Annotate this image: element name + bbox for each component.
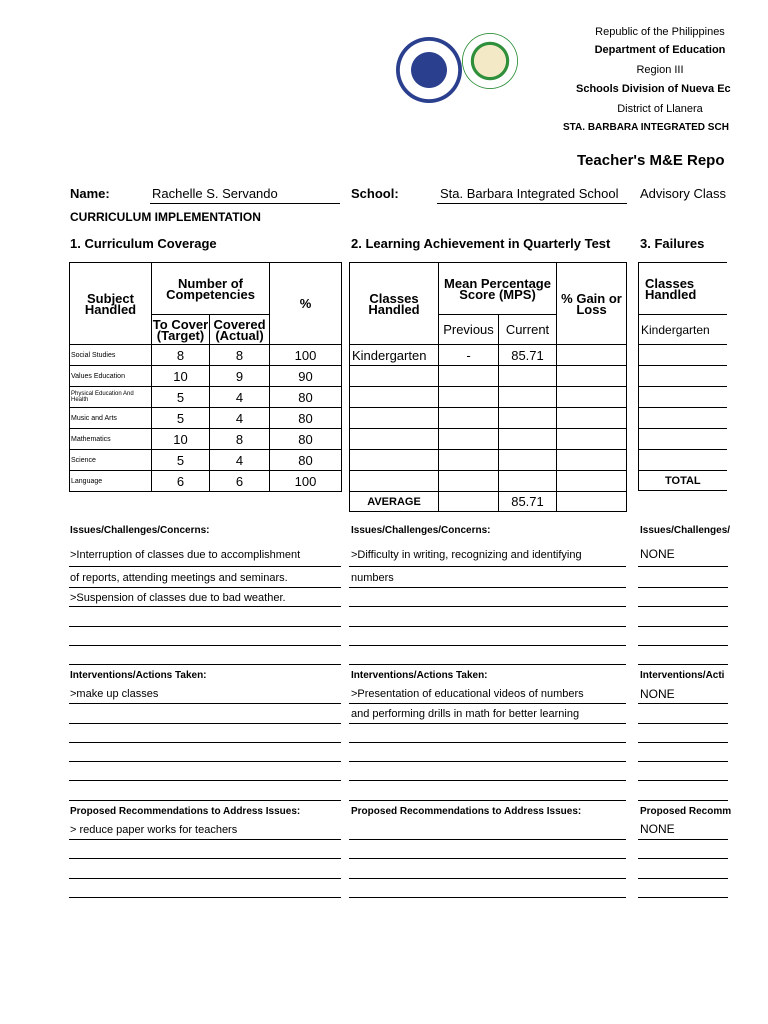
target-cell: 10 <box>152 366 210 387</box>
achievement-table <box>349 262 627 512</box>
table-row <box>639 387 728 408</box>
coverage-header-percent: % <box>270 263 342 345</box>
failures-title: 3. Failures <box>640 236 705 251</box>
previous-cell: - <box>439 345 499 366</box>
school-label: School: <box>351 186 399 201</box>
issues-col3-line1: NONE <box>640 547 675 561</box>
issues-label-col2: Issues/Challenges/Concerns: <box>351 525 491 536</box>
table-row <box>70 366 342 387</box>
achievement-header-mps: Mean Percentage Score (MPS) <box>439 263 557 315</box>
header-department: Department of Education <box>594 44 726 56</box>
issues-col1-line2: of reports, attending meetings and seminars. <box>70 572 288 584</box>
table-row <box>350 387 627 408</box>
section-title: CURRICULUM IMPLEMENTATION <box>70 210 261 224</box>
average-row <box>350 492 627 512</box>
table-row <box>70 345 342 366</box>
subject-cell: Language <box>70 471 152 492</box>
interventions-label-col3: Interventions/Acti <box>640 670 725 681</box>
header-district: District of Llanera <box>617 103 703 115</box>
target-cell: 5 <box>152 450 210 471</box>
failures-header-classes: Classes Handled <box>639 263 728 315</box>
actual-cell: 9 <box>210 366 270 387</box>
subject-cell: Social Studies <box>70 345 152 366</box>
target-cell: 8 <box>152 345 210 366</box>
interventions-col1-line1: >make up classes <box>70 688 159 700</box>
interventions-col3-line1: NONE <box>640 687 675 701</box>
achievement-header-current: Current <box>499 315 557 345</box>
actual-cell: 4 <box>210 450 270 471</box>
table-row <box>70 450 342 471</box>
table-row <box>350 408 627 429</box>
interventions-label-col2: Interventions/Actions Taken: <box>351 670 488 681</box>
recommendations-col1-line1: > reduce paper works for teachers <box>70 824 238 836</box>
current-cell: 85.71 <box>499 345 557 366</box>
interventions-col2-line2: and performing drills in math for better learning <box>351 708 580 720</box>
actual-cell: 6 <box>210 471 270 492</box>
interventions-label-col1: Interventions/Actions Taken: <box>70 670 207 681</box>
table-row <box>639 345 728 366</box>
table-row <box>70 471 342 492</box>
total-row <box>639 471 728 491</box>
failures-table <box>638 262 727 491</box>
table-row <box>350 450 627 471</box>
total-label: TOTAL <box>639 471 728 491</box>
failures-class-cell: Kindergarten <box>639 315 728 345</box>
coverage-table <box>69 262 342 492</box>
coverage-header-actual: Covered (Actual) <box>210 315 270 345</box>
subject-cell: Music and Arts <box>70 408 152 429</box>
table-row <box>350 429 627 450</box>
average-current: 85.71 <box>499 492 557 512</box>
name-underline <box>150 203 340 204</box>
table-row <box>639 408 728 429</box>
advisory-label: Advisory Class <box>640 186 726 201</box>
header-division: Schools Division of Nueva Ec <box>576 83 731 95</box>
recommendations-col3-line1: NONE <box>640 822 675 836</box>
achievement-header-previous: Previous <box>439 315 499 345</box>
table-row <box>350 345 627 366</box>
header-school: STA. BARBARA INTEGRATED SCH <box>563 122 729 133</box>
actual-cell: 4 <box>210 387 270 408</box>
percent-cell: 90 <box>270 366 342 387</box>
table-row <box>639 450 728 471</box>
table-row <box>70 387 342 408</box>
division-seal-logo <box>462 33 518 89</box>
achievement-header-classes: Classes Handled <box>350 263 439 345</box>
table-row <box>350 366 627 387</box>
subject-cell: Values Education <box>70 366 152 387</box>
percent-cell: 80 <box>270 387 342 408</box>
table-row <box>639 366 728 387</box>
report-title: Teacher's M&E Repo <box>577 152 725 169</box>
class-cell: Kindergarten <box>350 345 439 366</box>
achievement-header-gain: % Gain or Loss <box>557 263 627 345</box>
table-row <box>70 429 342 450</box>
name-label: Name: <box>70 186 110 201</box>
coverage-header-subject: Subject Handled <box>70 263 152 345</box>
deped-seal-logo <box>396 37 462 103</box>
failures-table-clip <box>638 262 727 492</box>
subject-cell: Mathematics <box>70 429 152 450</box>
school-value: Sta. Barbara Integrated School <box>440 186 619 201</box>
header-region: Region III <box>636 64 684 76</box>
issues-col2-line1: >Difficulty in writing, recognizing and identifying <box>351 549 582 561</box>
issues-col1-line3: >Suspension of classes due to bad weather. <box>70 592 286 604</box>
issues-label-col1: Issues/Challenges/Concerns: <box>70 525 210 536</box>
table-row <box>639 429 728 450</box>
recommendations-label-col2: Proposed Recommendations to Address Issues: <box>351 806 582 817</box>
percent-cell: 80 <box>270 450 342 471</box>
interventions-col2-line1: >Presentation of educational videos of numbers <box>351 688 584 700</box>
actual-cell: 8 <box>210 345 270 366</box>
actual-cell: 8 <box>210 429 270 450</box>
issues-col1-line1: >Interruption of classes due to accomplishment <box>70 549 301 561</box>
table-row <box>350 471 627 492</box>
issues-col2-line2: numbers <box>351 572 394 584</box>
target-cell: 5 <box>152 387 210 408</box>
percent-cell: 80 <box>270 429 342 450</box>
coverage-title: 1. Curriculum Coverage <box>70 236 217 251</box>
achievement-title: 2. Learning Achievement in Quarterly Test <box>351 236 611 251</box>
percent-cell: 80 <box>270 408 342 429</box>
subject-cell: Physical Education And Health <box>70 387 152 408</box>
target-cell: 6 <box>152 471 210 492</box>
coverage-header-target: To Cover (Target) <box>152 316 209 343</box>
actual-cell: 4 <box>210 408 270 429</box>
name-value: Rachelle S. Servando <box>152 186 278 201</box>
subject-cell: Science <box>70 450 152 471</box>
school-underline <box>437 203 627 204</box>
recommendations-label-col3: Proposed Recomm <box>640 806 732 817</box>
target-cell: 10 <box>152 429 210 450</box>
recommendations-label-col1: Proposed Recommendations to Address Issues: <box>70 806 301 817</box>
issues-label-col3: Issues/Challenges/ <box>640 525 731 536</box>
coverage-header-number: Number of Competencies <box>152 263 270 315</box>
average-label: AVERAGE <box>350 492 439 512</box>
percent-cell: 100 <box>270 345 342 366</box>
percent-cell: 100 <box>270 471 342 492</box>
table-row <box>70 408 342 429</box>
gain-cell <box>557 345 627 366</box>
header-republic: Republic of the Philippines <box>595 26 725 38</box>
target-cell: 5 <box>152 408 210 429</box>
